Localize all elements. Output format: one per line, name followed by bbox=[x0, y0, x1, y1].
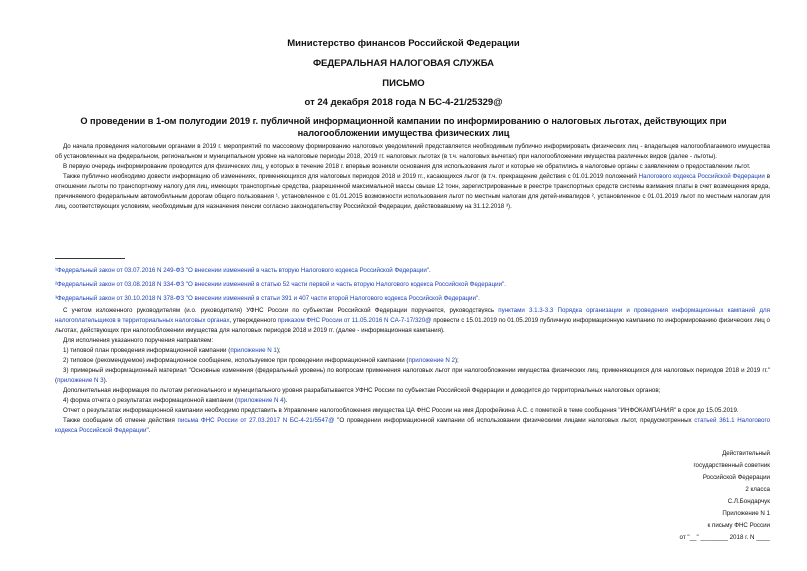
list-item-1-end: ); bbox=[276, 347, 281, 354]
paragraph-2: В первую очередь информирование проводится для физических лиц, у которых в течение 2018 г. впервые возникли основания для использования льгот и которые не обратились в налоговые органы с заявлением о предоставлении льгот. bbox=[63, 163, 751, 170]
ministry-title: Министерство финансов Российской Федерации bbox=[287, 38, 520, 49]
footnote-1[interactable]: ¹Федеральный закон от 03.07.2016 N 249-ФЗ "О внесении изменений в часть вторую Налогового кодекса Российской Федерации". bbox=[55, 267, 431, 274]
body-paragraphs-2 bbox=[55, 306, 770, 436]
service-title: ФЕДЕРАЛЬНАЯ НАЛОГОВАЯ СЛУЖБА bbox=[312, 58, 495, 69]
list-item-3 bbox=[55, 366, 770, 386]
paragraph-1: До начала проведения налоговыми органами в 2019 г. мероприятий по массовому формированию налоговых уведомлений представляется необходимым публично информировать физических лиц - владельцев налогооблагаемого имущества об установленных на федеральном, региональном и муниципальном уровне на налоговые периоды 2018, 2019 гг. налоговых льготах (в т.ч. налоговых вычетах) при налогообложении имущества различных видов (далее - льготы). bbox=[55, 143, 770, 160]
appendix-2-link[interactable]: приложение N 2 bbox=[408, 357, 455, 364]
paragraph-7: Отчет о результатах информационной кампании необходимо представить в Управление налогообложения имущества ЦА ФНС России на имя Дорофейкина А.С. с пометкой в теме сообщения "ИНФОКАМПАНИЯ" в срок до 15.05.2019. bbox=[63, 407, 739, 414]
list-item-2 bbox=[55, 356, 770, 366]
list-item-3-text: 3) примерный информационный материал "Основные изменения (федеральный уровень) по вопросам применения налоговых льгот при налогообложении имущества физических лиц, применяющихся для налоговых периодов 2018 и 2019 гг." ( bbox=[55, 367, 770, 384]
procedure-link[interactable]: пунктами 3.1.3-3.3 Порядка организации и проведения информационных кампаний для налогоплательщиков в территориальных налоговых органах bbox=[55, 307, 770, 324]
signature-line-3: Российской Федерации bbox=[702, 474, 770, 481]
footnote-2[interactable]: ²Федеральный закон от 03.08.2018 N 334-ФЗ "О внесении изменений в статью 52 части первой и часть вторую Налогового кодекса Российской Федерации". bbox=[55, 281, 506, 288]
doc-date-number: от 24 декабря 2018 года N БС-4-21/25329@ bbox=[304, 97, 503, 108]
cancelled-letter-link[interactable]: письма ФНС России от 27.03.2017 N БС-4-21/5547@ bbox=[177, 417, 335, 424]
paragraph-8-text-b: "О проведении информационной кампании об использовании физическими лицами налоговых льгот, предусмотренных bbox=[334, 417, 695, 424]
paragraph-6: Дополнительная информация по льготам регионального и муниципального уровня разрабатывается УФНС России по субъектам Российской Федерации и доводится до территориальных налоговых органов; bbox=[63, 387, 661, 394]
appendix-date: от "__" ________ 2018 г. N ____ bbox=[679, 534, 770, 541]
signature-name: С.Л.Бондарчук bbox=[727, 498, 770, 505]
tax-code-link[interactable]: Налогового кодекса Российской Федерации bbox=[638, 173, 765, 180]
paragraph-5: Для исполнения указанного поручения направляем: bbox=[63, 337, 214, 344]
signature-line-1: Действительный bbox=[722, 450, 770, 457]
doc-subject: О проведении в 1-ом полугодии 2019 г. публичной информационной кампании по информированию о налоговых льготах, действующих при налогообложении имущества физических лиц bbox=[80, 116, 727, 138]
doc-type: ПИСЬМО bbox=[382, 78, 425, 89]
appendix-block bbox=[680, 508, 770, 544]
list-item-4 bbox=[55, 396, 770, 406]
article-361-link[interactable]: статьей 361.1 Налогового кодекса Российской Федерации bbox=[55, 417, 771, 434]
body-paragraphs bbox=[55, 142, 770, 212]
list-item-1-text: 1) типовой план проведения информационной кампании ( bbox=[63, 347, 231, 354]
signature-line-4: 2 класса bbox=[745, 486, 770, 493]
paragraph-3 bbox=[55, 172, 770, 212]
signature-block bbox=[693, 448, 770, 508]
list-item-4-end: ). bbox=[283, 397, 288, 404]
signature-line-2: государственный советник bbox=[693, 462, 770, 469]
list-item-2-text: 2) типовое (рекомендуемое) информационное сообщение, используемое при проведении информационной кампании ( bbox=[63, 357, 409, 364]
appendix-title: Приложение N 1 bbox=[722, 510, 770, 517]
list-item-2-end: ); bbox=[454, 357, 459, 364]
paragraph-4-text-b: , утвержденного bbox=[229, 317, 278, 324]
appendix-4-link[interactable]: приложение N 4 bbox=[237, 397, 284, 404]
list-item-3-end: ). bbox=[103, 377, 108, 384]
appendix-1-link[interactable]: приложение N 1 bbox=[230, 347, 277, 354]
paragraph-3-text-b: в отношении льготы по транспортному налогу для лиц, имеющих транспортные средства, разрешенной максимальной массы свыше 12 тонн, зарегистрированные в реестре транспортных средств системы взимания платы в счет возмещения вреда, причиняемого федеральным автомобильным дорогам общего пользования ¹, установленное с 01.01.2015 возможности использования льгот по местным налогам для детей-инвалидов ², установленное с 01.01.2019 льгот по местным налогам для лиц, соответствующих условиям, необходимым для назначения пенсии согласно законодательству Российской Федерации, действовавшему на 31.12.2018 ³). bbox=[55, 173, 770, 210]
list-item-4-text: 4) форма отчета о результатах информационной кампании ( bbox=[63, 397, 238, 404]
list-item-1 bbox=[55, 346, 770, 356]
footnote-separator bbox=[55, 258, 125, 259]
paragraph-8 bbox=[55, 416, 770, 436]
paragraph-3-text-a: Также публично необходимо довести информацию об изменениях, применяющихся для налоговых периодов 2018 и 2019 гг., касающихся льгот (в т.ч. прекращение действия с 01.01.2019 положений bbox=[63, 173, 639, 180]
appendix-ref: к письму ФНС России bbox=[707, 522, 770, 529]
paragraph-4 bbox=[55, 306, 770, 336]
paragraph-4-text-c: провести с 15.01.2019 по 01.05.2019 публичную информационную кампанию по информированию физических лиц о льготах, действующих при налогообложении имущества для налоговых периодов 2018 и 2019 гг. (далее - информационная кампания). bbox=[55, 317, 770, 334]
footnote-3[interactable]: ³Федеральный закон от 30.10.2018 N 378-ФЗ "О внесении изменений в статьи 391 и 407 части второй Налогового кодекса Российской Федерации". bbox=[55, 295, 480, 302]
order-link[interactable]: приказом ФНС России от 11.05.2016 N СА-7-17/320@ bbox=[277, 317, 432, 324]
paragraph-4-text-a: С учетом изложенного руководителям (и.о. руководителя) УФНС России по субъектам Российской Федерации поручается, руководствуясь bbox=[63, 307, 499, 314]
paragraph-8-text-c: ". bbox=[146, 427, 151, 434]
appendix-3-link[interactable]: приложение N 3 bbox=[57, 377, 104, 384]
paragraph-8-text-a: Также сообщаем об отмене действия bbox=[63, 417, 178, 424]
